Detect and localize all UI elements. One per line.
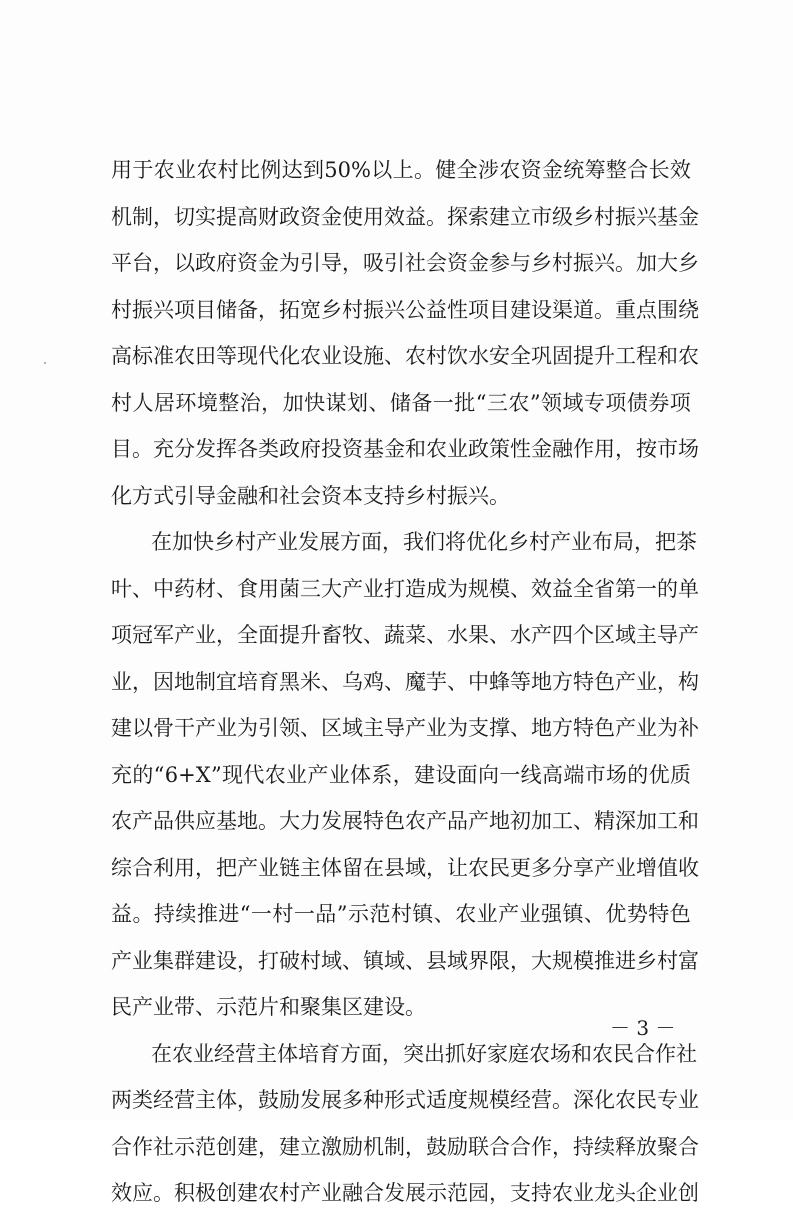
scan-speck xyxy=(44,362,46,364)
text-line: 农 产 品 供 应 基 地 。 大 力 发 展 特 色 农 产 品 产 地 初 加 工 、 精 深 加 工 和 xyxy=(111,809,699,833)
text-line: 叶 、 中 药 材 、 食 用 菌 三 大 产 业 打 造 成 为 规 模 、 效 益 全 省 第 一 的 单 xyxy=(111,576,699,601)
text-line: 综 合 利 用 ， 把 产 业 链 主 体 留 在 县 域 ， 让 农 民 更 多 分 享 产 业 增 值 收 xyxy=(111,855,699,880)
text-line: 两 类 经 营 主 体 ， 鼓 励 发 展 多 种 形 式 适 度 规 模 经 营 。 深 化 农 民 专 业 xyxy=(111,1088,699,1112)
text-line: 高 标 准 农 田 等 现 代 化 农 业 设 施 、 农 村 饮 水 安 全 巩 固 提 升 工 程 和 农 xyxy=(111,344,699,368)
document-body xyxy=(111,147,699,1217)
text-line: 效 应 。 积 极 创 建 农 村 产 业 融 合 发 展 示 范 园 ， 支 持 农 业 龙 头 企 业 创 xyxy=(111,1181,699,1205)
text-line: 在 加 快 乡 村 产 业 发 展 方 面 ， 我 们 将 优 化 乡 村 产 业 布 局 ， 把 茶 xyxy=(151,530,697,554)
text-line: 用 于 农 业 农 村 比 例 达 到 50% 以 上 。 健 全 涉 农 资 金 统 筹 整 合 长 效 xyxy=(111,158,691,182)
text-line: 充 的 “ 6+X ” 现 代 农 业 产 业 体 系 ， 建 设 面 向 一 线 高 端 市 场 的 优 质 xyxy=(111,762,691,787)
text-line: 建 以 骨 干 产 业 为 引 领 、 区 域 主 导 产 业 为 支 撑 、 地 方 特 色 产 业 为 补 xyxy=(111,716,699,740)
text-line: 平 台 ， 以 政 府 资 金 为 引 导 ， 吸 引 社 会 资 金 参 与 乡 村 振 兴 。 加 大 乡 xyxy=(111,251,699,275)
page-number: － 3 － xyxy=(610,1016,676,1040)
text-line: 村 人 居 环 境 整 治 ， 加 快 谋 划 、 储 备 一 批 “ 三 农 ” 领 域 专 项 债 券 项 xyxy=(111,390,691,415)
text-line: 益 。 持 续 推 进 “ 一 村 一 品 ” 示 范 村 镇 、 农 业 产 业 强 镇 、 优 势 特 色 xyxy=(111,902,691,926)
text-line: 合 作 社 示 范 创 建 ， 建 立 激 励 机 制 ， 鼓 励 联 合 合 作 ， 持 续 释 放 聚 合 xyxy=(111,1134,699,1159)
text-line: 化方式引导金融和社会资本支持乡村振兴。 xyxy=(111,483,510,508)
text-line: 在 农 业 经 营 主 体 培 育 方 面 ， 突 出 抓 好 家 庭 农 场 和 农 民 合 作 社 xyxy=(151,1041,697,1066)
text-line: 项 冠 军 产 业 ， 全 面 提 升 畜 牧 、 蔬 菜 、 水 果 、 水 产 四 个 区 域 主 导 产 xyxy=(111,623,699,647)
text-line: 产 业 集 群 建 设 ， 打 破 村 域 、 镇 域 、 县 域 界 限 ， 大 规 模 推 进 乡 村 富 xyxy=(111,948,699,973)
text-line: 村 振 兴 项 目 储 备 ， 拓 宽 乡 村 振 兴 公 益 性 项 目 建 设 渠 道 。 重 点 围 绕 xyxy=(111,297,699,322)
text-line: 机 制 ， 切 实 提 高 财 政 资 金 使 用 效 益 。 探 索 建 立 市 级 乡 村 振 兴 基 金 xyxy=(111,204,699,229)
text-line: 民产业带、示范片和聚集区建设。 xyxy=(111,995,426,1019)
text-line: 业 ， 因 地 制 宜 培 育 黑 米 、 乌 鸡 、 魔 芋 、 中 蜂 等 地 方 特 色 产 业 ， 构 xyxy=(111,669,699,694)
text-line: 目 。 充 分 发 挥 各 类 政 府 投 资 基 金 和 农 业 政 策 性 金 融 作 用 ， 按 市 场 xyxy=(111,437,699,461)
